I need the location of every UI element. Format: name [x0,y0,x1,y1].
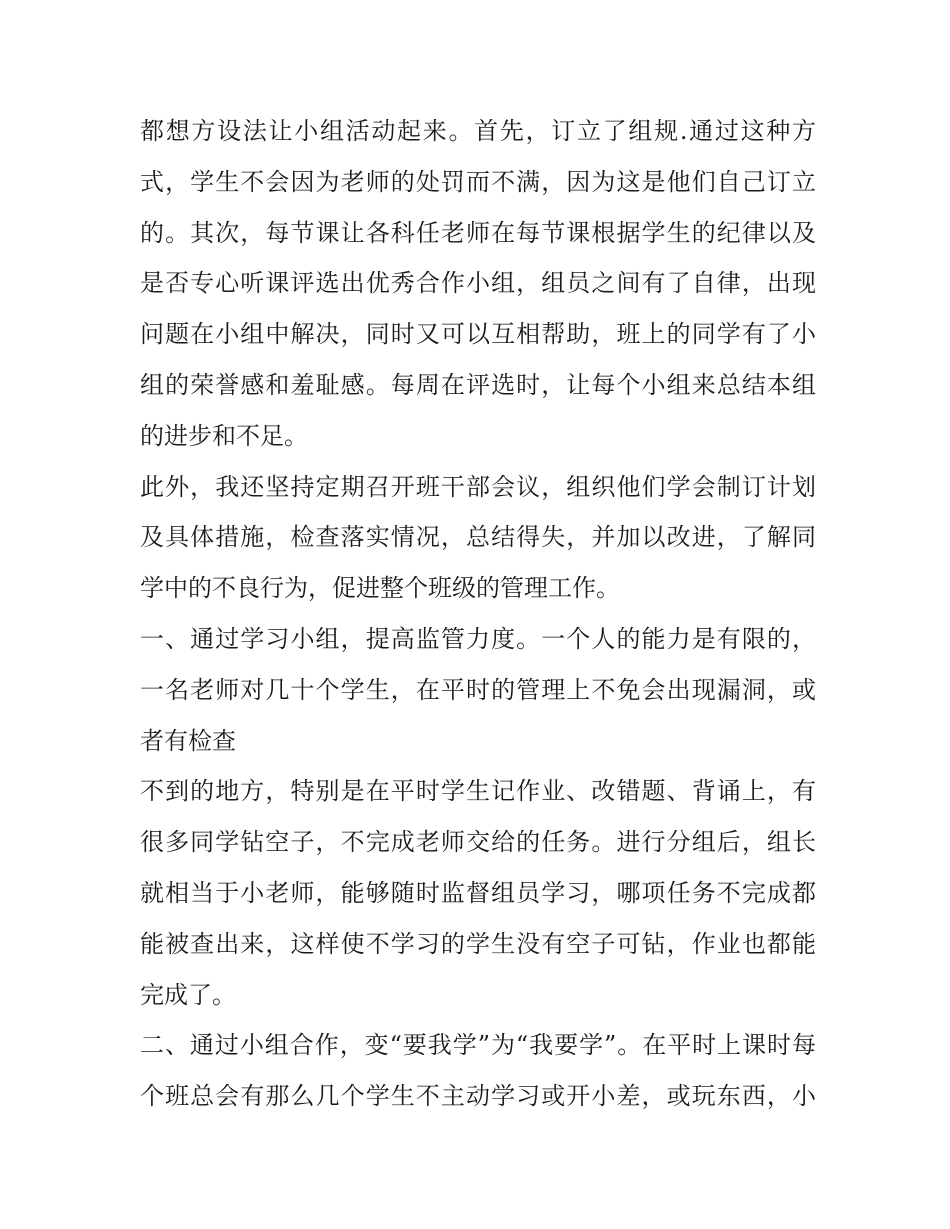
text-line: 组的荣誉感和羞耻感。每周在评选时，让每个小组来总结本组 [140,370,816,399]
text-line: 不到的地方，特别是在平时学生记作业、改错题、背诵上，有 [140,777,816,806]
text-line: 问题在小组中解决，同时又可以互相帮助，班上的同学有了小 [140,320,816,349]
text-line: 的进步和不足。 [140,421,308,450]
text-line: 很多同学钻空子，不完成老师交给的任务。进行分组后，组长 [140,828,816,857]
text-line: 都想方设法让小组活动起来。首先，订立了组规.通过这种方 [140,117,816,145]
text-line: 就相当于小老师，能够随时监督组员学习，哪项任务不完成都 [140,878,816,907]
text-line: 二、通过小组合作，变“要我学”为“我要学”。在平时上课时每 [140,1031,816,1060]
text-line: 此外，我还坚持定期召开班干部会议，组织他们学会制订计划 [140,472,816,501]
text-line: 能被查出来，这样使不学习的学生没有空子可钻，作业也都能 [140,929,816,958]
text-line: 者有检查 [140,726,236,755]
text-line: 一名老师对几十个学生，在平时的管理上不免会出现漏洞，或 [140,675,816,704]
text-line: 学中的不良行为，促进整个班级的管理工作。 [140,574,620,603]
text-line: 一、通过学习小组，提高监管力度。一个人的能力是有限的， [140,624,816,653]
text-line: 个班总会有那么几个学生不主动学习或开小差，或玩东西，小 [140,1082,816,1111]
body-text [140,106,816,1122]
text-line: 及具体措施，检查落实情况，总结得失，并加以改进，了解同 [140,523,816,552]
text-line: 是否专心听课评选出优秀合作小组，组员之间有了自律，出现 [140,269,816,298]
text-line: 式，学生不会因为老师的处罚而不满，因为这是他们自己订立 [140,167,816,196]
text-line: 的。其次，每节课让各科任老师在每节课根据学生的纪律以及 [140,218,816,247]
text-line: 完成了。 [140,980,236,1009]
